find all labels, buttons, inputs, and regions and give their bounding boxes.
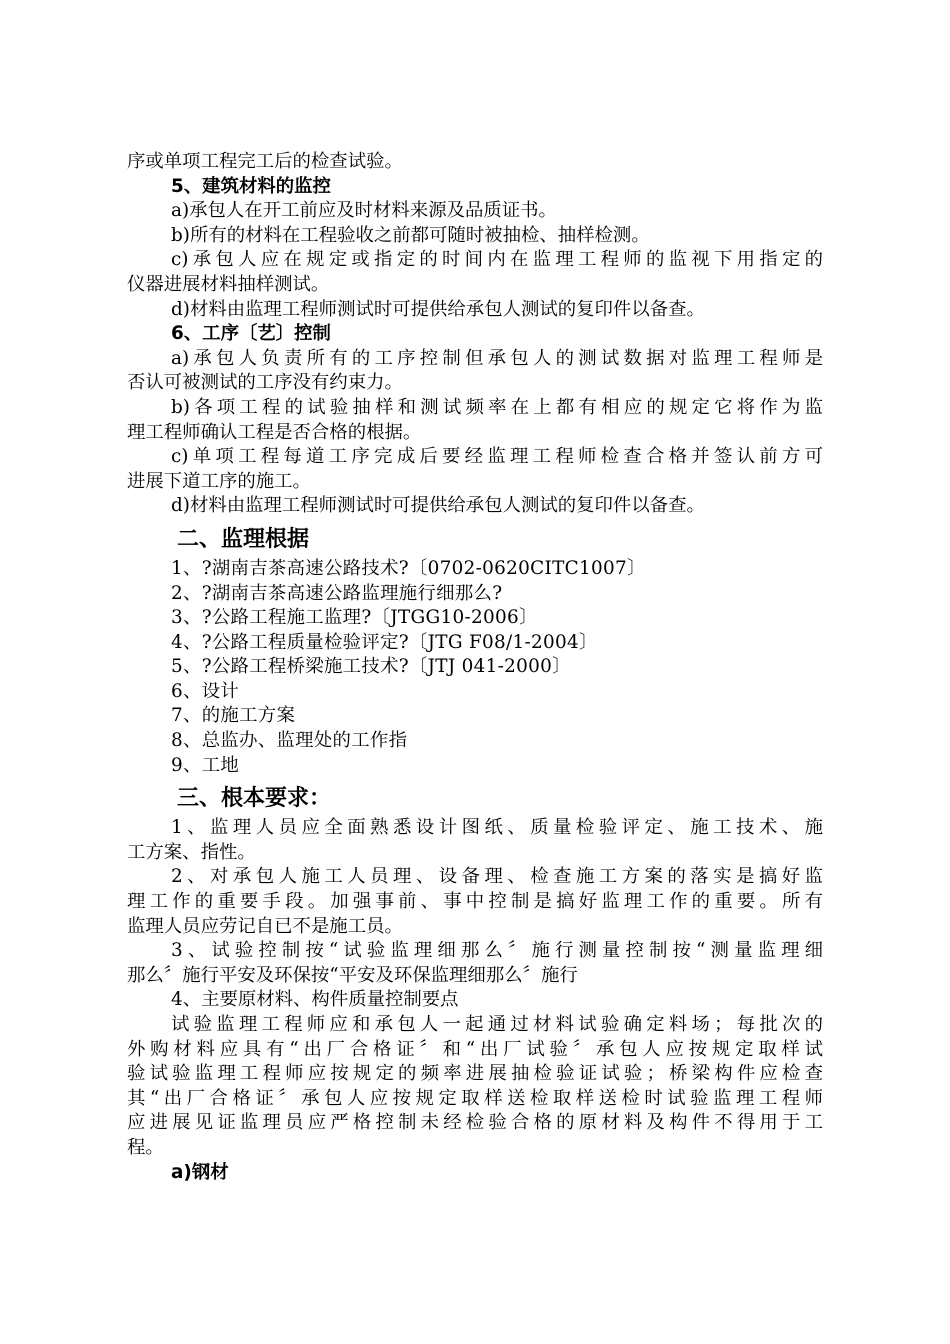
- heading-supervision-basis: 二、监理根据: [177, 526, 310, 552]
- reference-item: 6、设计: [171, 680, 240, 702]
- text-line: 监理人员应劳记自已不是施工员。: [127, 915, 403, 937]
- text-line: 3、试验控制按“试验监理细那么〞施行测量控制按“测量监理细: [171, 940, 823, 962]
- text-line: 2、对承包人施工人员理、设备理、检查施工方案的落实是搞好监: [171, 866, 823, 888]
- text-line: 进展下道工序的施工。: [127, 470, 311, 492]
- heading-basic-requirements: 三、根本要求：: [177, 786, 332, 812]
- reference-item: 9、工地: [171, 754, 240, 776]
- text-line: c)单项工程每道工序完成后要经监理工程师检查合格并签认前方可: [171, 446, 823, 468]
- document-page: [127, 150, 823, 1185]
- text-line: 应进展见证监理员应严格控制未经检验合格的原材料及构件不得用于工: [127, 1112, 823, 1134]
- text-line: 外购材料应具有“出厂合格证〞和“出厂试验〞承包人应按规定取样试: [127, 1038, 823, 1060]
- section-basic-requirements: [127, 816, 823, 1185]
- reference-item: 8、总监办、监理处的工作指: [171, 730, 408, 752]
- text-line: 其“出厂合格证〞承包人应按规定取样送检取样送检时试验监理工程师: [127, 1087, 823, 1109]
- text-line: 5、建筑材料的监控: [171, 175, 331, 197]
- text-line: c)承包人应在规定或指定的时间内在监理工程师的监视下用指定的: [171, 249, 823, 271]
- reference-item: 5、?公路工程桥梁施工技术?〔JTJ 041-2000〕: [171, 656, 571, 678]
- reference-item: 1、?湖南吉茶高速公路技术?〔0702-0620CITC1007〕: [171, 557, 646, 579]
- text-line: 1、监理人员应全面熟悉设计图纸、质量检验评定、施工技术、施: [171, 817, 823, 839]
- text-line: 理工作的重要手段。加强事前、事中控制是搞好监理工作的重要。所有: [127, 891, 823, 913]
- text-line: d)材料由监理工程师测试时可提供给承包人测试的复印件以备查。: [171, 298, 705, 320]
- text-line: 试验监理工程师应和承包人一起通过材料试验确定料场；每批次的: [171, 1014, 823, 1035]
- text-line: 否认可被测试的工序没有约束力。: [127, 372, 403, 394]
- text-line: a)承包人在开工前应及时材料来源及品质证书。: [171, 200, 557, 222]
- text-line: a)钢材: [171, 1161, 229, 1183]
- text-line: 4、主要原材料、构件质量控制要点: [171, 989, 459, 1011]
- text-line: 那么〞施行平安及环保按“平安及环保监理细那么〞施行: [127, 964, 578, 986]
- text-line: a)承包人负责所有的工序控制但承包人的测试数据对监理工程师是: [171, 347, 823, 369]
- text-line: 工方案、指性。: [127, 841, 256, 863]
- reference-item: 2、?湖南吉茶高速公路监理施行细那么?: [171, 582, 503, 604]
- text-line: b)各项工程的试验抽样和测试频率在上都有相应的规定它将作为监: [171, 396, 823, 418]
- text-line: 验试验监理工程师应按规定的频率进展抽检验证试验；桥梁构件应检查: [127, 1063, 823, 1085]
- text-line: 程。: [127, 1136, 164, 1158]
- reference-item: 3、?公路工程施工监理?〔JTGG10-2006〕: [171, 607, 538, 629]
- reference-item: 7、的施工方案: [171, 705, 296, 727]
- text-line: 理工程师确认工程是否合格的根据。: [127, 421, 422, 443]
- text-line: 序或单项工程完工后的检查试验。: [127, 151, 403, 172]
- text-line: 仪器进展材料抽样测试。: [127, 273, 330, 295]
- text-line: b)所有的材料在工程验收之前都可随时被抽检、抽样检测。: [171, 224, 650, 246]
- reference-list: [127, 557, 823, 778]
- text-line: d)材料由监理工程师测试时可提供给承包人测试的复印件以备查。: [171, 495, 705, 517]
- section-materials-process: [127, 150, 823, 519]
- text-line: 6、工序〔艺〕控制: [171, 323, 331, 345]
- reference-item: 4、?公路工程质量检验评定?〔JTG F08/1-2004〕: [171, 631, 598, 653]
